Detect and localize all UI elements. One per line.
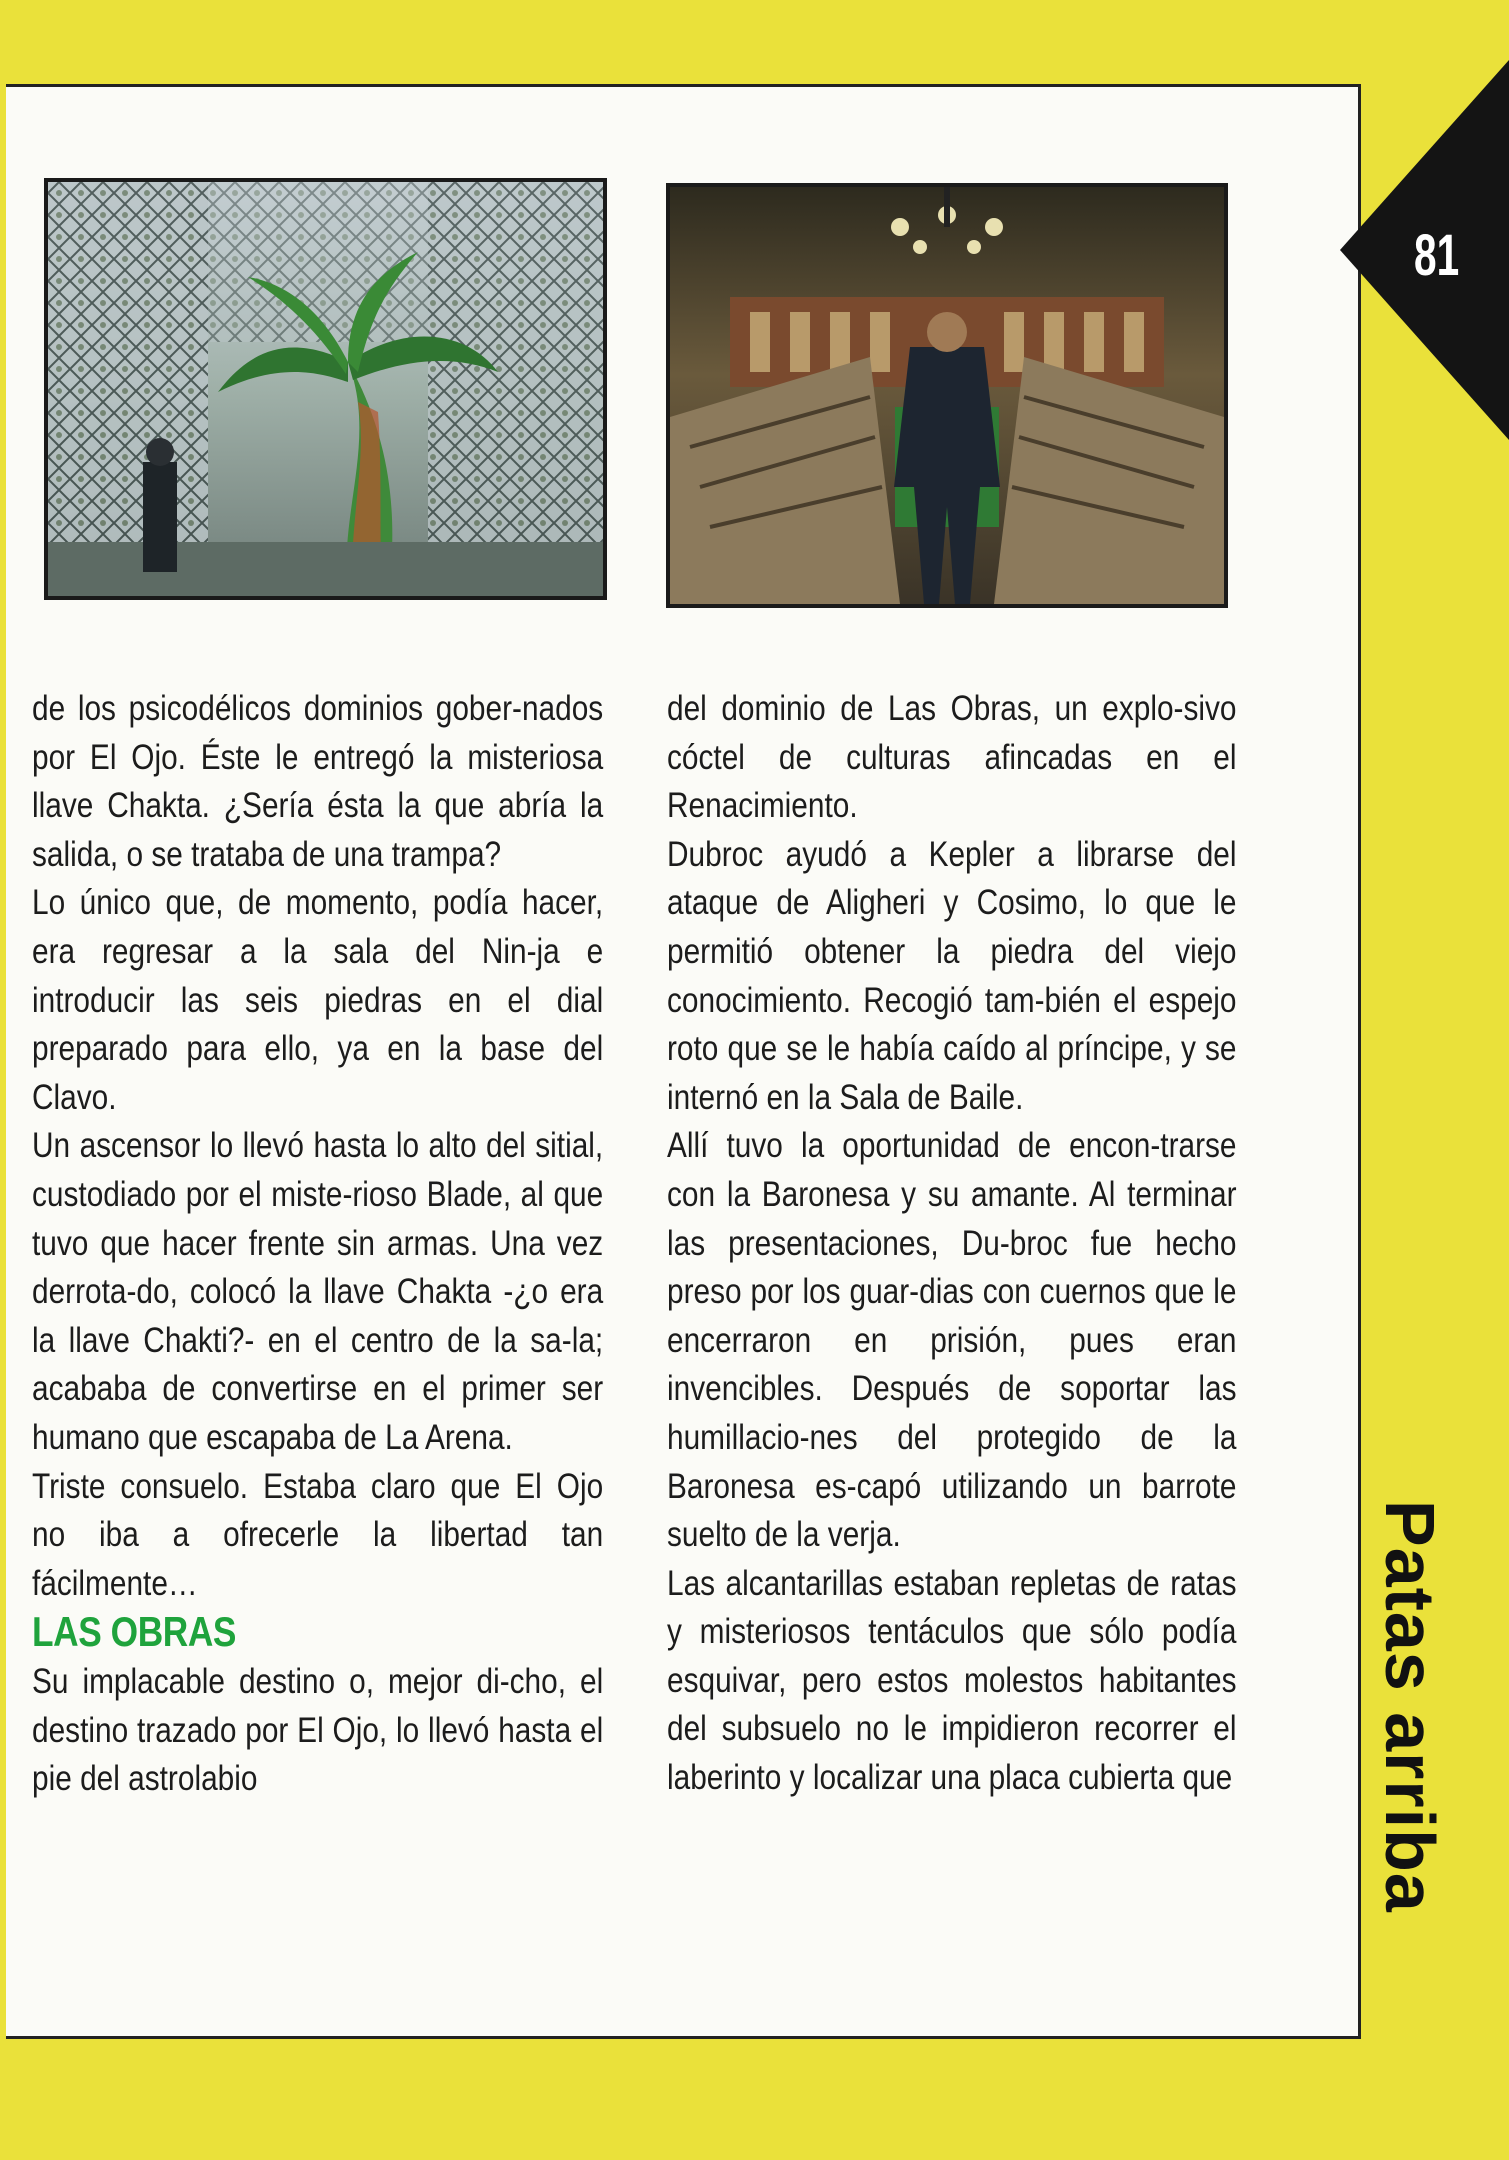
psychedelic-garden-image — [48, 182, 603, 596]
left-paragraph-5: Su implacable destino o, mejor di-cho, el destino trazado por El Ojo, lo llevó hasta el pie del astrolabio — [32, 1661, 604, 1799]
section-heading-las-obras: LAS OBRAS — [32, 1608, 237, 1656]
right-paragraph-4: Las alcantarillas estaban repletas de ratas y misteriosos tentáculos que sólo podía esquivar, pero estos molestos habitantes del subsuelo no le impidieron recorrer el laberinto y localizar una placa cubierta que — [667, 1562, 1237, 1798]
right-column — [667, 684, 1237, 1802]
left-paragraph-1: de los psicodélicos dominios gober-nados por El Ojo. Éste le entregó la misteriosa llave Chakta. ¿Sería ésta la que abría la salida, o se trataba de una trampa? — [32, 688, 604, 874]
screenshot-left — [44, 178, 607, 600]
left-paragraph-4: Triste consuelo. Estaba claro que El Ojo no iba a ofrecerle la libertad tan fácilmente… — [32, 1465, 604, 1603]
screenshot-right — [666, 183, 1228, 608]
left-paragraph-2: Lo único que, de momento, podía hacer, era regresar a la sala del Nin-ja e introducir las seis piedras en el dial preparado para ello, ya en la base del Clavo. — [32, 882, 604, 1117]
left-paragraph-3: Un ascensor lo llevó hasta lo alto del sitial, custodiado por el miste-rioso Blade, al que tuvo que hacer frente sin armas. Una vez derrota-do, colocó la llave Chakta -¿o era la llave Chakti?- en el centro de la sa-la; acababa de convertirse en el primer ser humano que escapaba de La Arena. — [32, 1125, 604, 1457]
side-title — [1371, 1500, 1449, 2060]
left-column — [32, 684, 603, 1803]
right-paragraph-3: Allí tuvo la oportunidad de encon-trarse con la Baronesa y su amante. Al terminar las presentaciones, Du-broc fue hecho preso por los guar-dias con cuernos que le encerraron en prisión, pues eran invencibles. Después de soportar las humillacio-nes del protegido de la Baronesa es-capó utilizando un barrote suelto de la verja. — [667, 1125, 1237, 1555]
page-number: 81 — [1414, 223, 1460, 288]
right-paragraph-1: del dominio de Las Obras, un explo-sivo cóctel de culturas afincadas en el Renacimiento. — [667, 688, 1237, 826]
right-paragraph-2: Dubroc ayudó a Kepler a librarse del ataque de Aligheri y Cosimo, lo que le permitió obtener la piedra del viejo conocimiento. Recogió tam-bién el espejo roto que se le había caído al príncipe, y se internó en la Sala de Baile. — [667, 833, 1237, 1117]
side-title-text: Patas arriba — [1371, 1500, 1449, 1913]
grand-staircase-hall-image — [670, 187, 1224, 604]
